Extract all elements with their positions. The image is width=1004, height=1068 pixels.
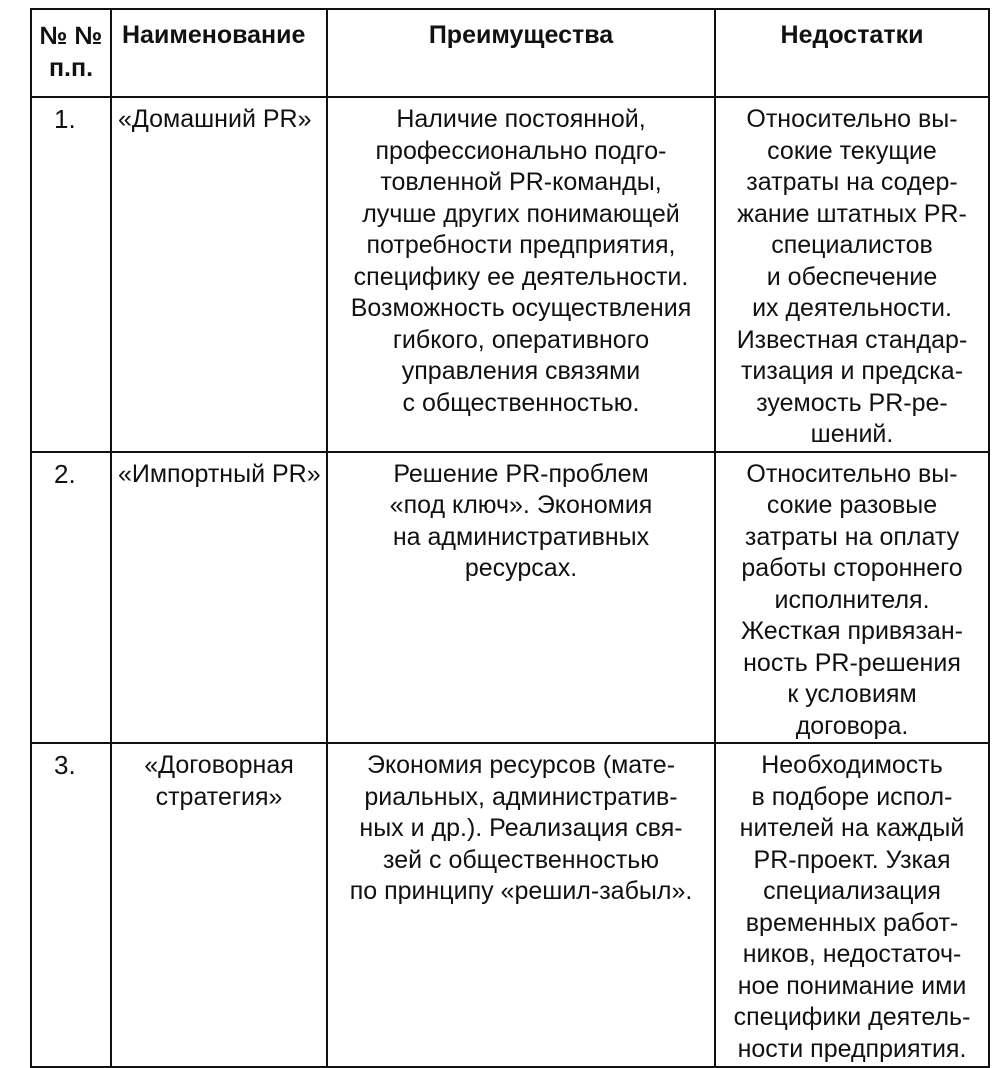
row-number-cell: 1. xyxy=(31,97,111,452)
row-advantages-cell: Решение PR-проблем «под ключ». Экономия на административных ресурсах. xyxy=(327,452,715,744)
row-disadvantages-cell: Необходимость в подборе испол- нителей на каждый PR-проект. Узкая специализация временных работ- ников, недостаточ- ное понимание ими специфики деятель- ности предприятия. xyxy=(715,743,989,1067)
table-row xyxy=(31,743,989,1067)
row-advantages-cell: Наличие постоянной, профессионально подго- товленной PR-команды, лучше других понимающей потребности предприятия, специфику ее деятельности. Возможность осуществления гибкого, оперативного управления связями с общественностью. xyxy=(327,97,715,452)
table-row xyxy=(31,452,989,744)
row-name-cell: «Импортный PR» xyxy=(111,452,327,744)
row-name-cell: «Договорная стратегия» xyxy=(111,743,327,1067)
row-disadvantages-cell: Относительно вы- сокие разовые затраты на оплату работы стороннего исполнителя. Жесткая привязан- ность PR-решения к условиям договора. xyxy=(715,452,989,744)
header-number: № № п.п. xyxy=(31,9,111,97)
row-advantages-cell: Экономия ресурсов (мате- риальных, административ- ных и др.). Реализация свя- зей с общественностью по принципу «решил-забыл». xyxy=(327,743,715,1067)
row-number-cell: 2. xyxy=(31,452,111,744)
row-disadvantages-cell: Относительно вы- сокие текущие затраты на содер- жание штатных PR- специалистов и обеспечение их деятельности. Известная стандар- тизация и предска- зуемость PR-ре- шений. xyxy=(715,97,989,452)
row-number-cell: 3. xyxy=(31,743,111,1067)
pr-comparison-table-container xyxy=(30,8,988,1063)
pr-comparison-table xyxy=(30,8,990,1068)
header-name: Наименование xyxy=(111,9,327,97)
row-name-cell: «Домашний PR» xyxy=(111,97,327,452)
table-header-row xyxy=(31,9,989,97)
header-disadvantages: Недостатки xyxy=(715,9,989,97)
table-row xyxy=(31,97,989,452)
header-advantages: Преимущества xyxy=(327,9,715,97)
